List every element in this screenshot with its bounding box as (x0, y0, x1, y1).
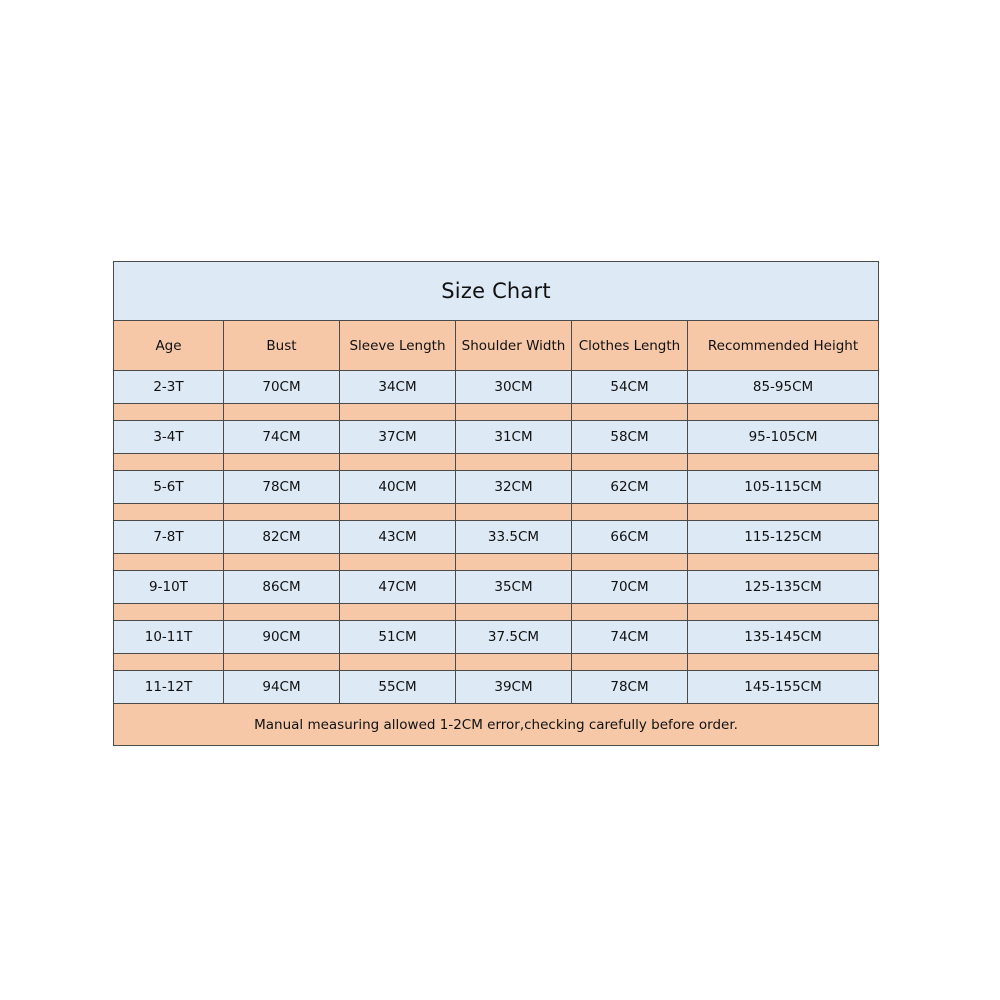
table-cell: 51CM (340, 621, 456, 654)
spacer-cell (572, 454, 688, 471)
column-header: Shoulder Width (456, 321, 572, 371)
spacer-cell (456, 454, 572, 471)
measurement-note: Manual measuring allowed 1-2CM error,checking carefully before order. (114, 704, 879, 746)
spacer-cell (456, 604, 572, 621)
spacer-cell (572, 404, 688, 421)
table-cell: 37CM (340, 421, 456, 454)
table-cell: 47CM (340, 571, 456, 604)
spacer-cell (688, 654, 879, 671)
column-header: Bust (224, 321, 340, 371)
spacer-cell (340, 454, 456, 471)
table-row (114, 671, 879, 704)
table-row (114, 371, 879, 404)
spacer-row (114, 554, 879, 571)
spacer-cell (224, 654, 340, 671)
spacer-cell (456, 504, 572, 521)
table-cell: 95-105CM (688, 421, 879, 454)
spacer-cell (688, 604, 879, 621)
spacer-cell (572, 504, 688, 521)
table-cell: 62CM (572, 471, 688, 504)
title-row (114, 262, 879, 321)
spacer-cell (688, 404, 879, 421)
table-cell: 30CM (456, 371, 572, 404)
spacer-cell (456, 654, 572, 671)
table-cell: 85-95CM (688, 371, 879, 404)
table-cell: 58CM (572, 421, 688, 454)
table-cell: 70CM (224, 371, 340, 404)
table-cell: 78CM (224, 471, 340, 504)
table-cell: 40CM (340, 471, 456, 504)
table-row (114, 421, 879, 454)
spacer-row (114, 404, 879, 421)
table-row (114, 571, 879, 604)
spacer-cell (114, 604, 224, 621)
spacer-cell (114, 404, 224, 421)
spacer-cell (456, 554, 572, 571)
spacer-cell (114, 654, 224, 671)
table-cell: 125-135CM (688, 571, 879, 604)
table-cell: 105-115CM (688, 471, 879, 504)
size-chart (113, 261, 878, 746)
table-row (114, 471, 879, 504)
table-cell: 86CM (224, 571, 340, 604)
table-cell: 2-3T (114, 371, 224, 404)
column-header: Clothes Length (572, 321, 688, 371)
table-cell: 74CM (224, 421, 340, 454)
spacer-row (114, 604, 879, 621)
size-chart-table (113, 261, 879, 746)
spacer-cell (688, 454, 879, 471)
table-cell: 37.5CM (456, 621, 572, 654)
table-cell: 66CM (572, 521, 688, 554)
table-cell: 74CM (572, 621, 688, 654)
table-row (114, 621, 879, 654)
column-header: Age (114, 321, 224, 371)
spacer-cell (688, 554, 879, 571)
spacer-cell (572, 654, 688, 671)
table-cell: 70CM (572, 571, 688, 604)
spacer-cell (340, 604, 456, 621)
table-cell: 10-11T (114, 621, 224, 654)
column-header: Sleeve Length (340, 321, 456, 371)
spacer-cell (572, 554, 688, 571)
spacer-cell (688, 504, 879, 521)
spacer-cell (456, 404, 572, 421)
table-cell: 5-6T (114, 471, 224, 504)
table-cell: 33.5CM (456, 521, 572, 554)
table-cell: 55CM (340, 671, 456, 704)
spacer-cell (224, 604, 340, 621)
spacer-cell (224, 454, 340, 471)
spacer-cell (114, 554, 224, 571)
spacer-cell (572, 604, 688, 621)
table-cell: 31CM (456, 421, 572, 454)
note-row (114, 704, 879, 746)
column-header: Recommended Height (688, 321, 879, 371)
table-cell: 94CM (224, 671, 340, 704)
spacer-row (114, 504, 879, 521)
table-cell: 115-125CM (688, 521, 879, 554)
spacer-cell (340, 504, 456, 521)
table-cell: 34CM (340, 371, 456, 404)
spacer-row (114, 454, 879, 471)
table-cell: 39CM (456, 671, 572, 704)
spacer-cell (340, 404, 456, 421)
chart-title: Size Chart (114, 262, 879, 321)
table-cell: 145-155CM (688, 671, 879, 704)
table-cell: 11-12T (114, 671, 224, 704)
spacer-cell (340, 554, 456, 571)
table-cell: 78CM (572, 671, 688, 704)
table-cell: 35CM (456, 571, 572, 604)
table-cell: 90CM (224, 621, 340, 654)
spacer-cell (224, 504, 340, 521)
table-cell: 7-8T (114, 521, 224, 554)
spacer-row (114, 654, 879, 671)
table-cell: 54CM (572, 371, 688, 404)
table-row (114, 521, 879, 554)
spacer-cell (114, 454, 224, 471)
table-cell: 3-4T (114, 421, 224, 454)
spacer-cell (224, 554, 340, 571)
table-cell: 32CM (456, 471, 572, 504)
header-row (114, 321, 879, 371)
spacer-cell (114, 504, 224, 521)
spacer-cell (224, 404, 340, 421)
spacer-cell (340, 654, 456, 671)
table-cell: 82CM (224, 521, 340, 554)
table-cell: 9-10T (114, 571, 224, 604)
table-cell: 135-145CM (688, 621, 879, 654)
table-cell: 43CM (340, 521, 456, 554)
